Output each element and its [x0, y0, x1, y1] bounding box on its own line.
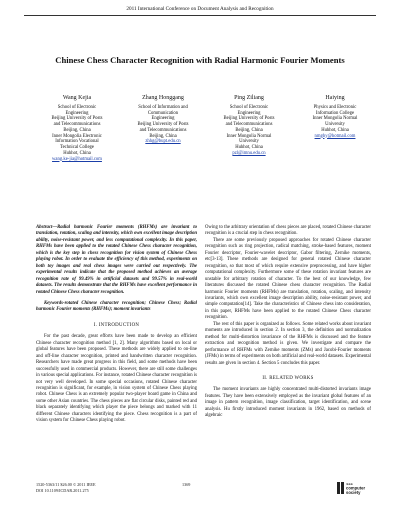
affiliation-line: Engineering [65, 110, 89, 116]
affiliation-line: Beijing, China [235, 127, 263, 133]
page-number: 1369 [182, 482, 191, 487]
section-heading-related-works: II. RELATED WORKS [262, 375, 314, 381]
affiliation-line: Engineering [151, 116, 175, 122]
affiliation-line: Beijing University of Posts [137, 122, 189, 127]
affiliation-line: and Telecommunications [139, 127, 187, 133]
affiliation-line: School of Electronic [57, 104, 97, 110]
affiliation-line: University [325, 122, 345, 127]
logo-text: IEEE [346, 482, 353, 486]
logo-text: society [346, 490, 361, 495]
conference-header: 2011 International Conference on Document Analysis and Recognition [126, 6, 274, 12]
author-email-link[interactable]: zhhg@bupt.edu.cn [145, 139, 181, 145]
affiliation-line: University [239, 139, 259, 145]
paper-title: Chinese Chess Character Recognition with Radial Harmonic Fourier Moments [55, 55, 345, 65]
author-name: Zhang Honggang [142, 95, 184, 101]
intro-paragraph: There are some previously proposed approaches for rotated Chinese character recognition such as ring projection, radical matching, stroke-based features, moment Fourier descriptor, Fourier-wavelet descriptor, Gabor filtering, Zernike moments, etc[3-13]. These methods are designed for general rotated Chinese character recognition, so that most of which require extensive preprocessing, and have higher computational complexity. Furthermore some of these rotation invariant features are unstable for arbitrary rotation of character. To the best of our knowledge, few literatures discussed the rotated Chinese chess character recognition. The Radial harmonic Fourier moments (RHFMs) are translation, rotation, scaling, and intensity invariants, which own excellent image description ability, noise-resistant power, and simple computation[14]. Take the characteristics of Chinese chess into consideration, in this paper, RHFMs have been applied to the rotated Chinese Chess character recognition. [205, 237, 371, 321]
affiliation-line: Beijing, China [149, 133, 177, 139]
affiliation-line: Beijing University of Posts [223, 116, 275, 122]
section-heading-introduction: I. INTRODUCTION [93, 322, 140, 328]
page-footer [36, 482, 371, 504]
author-email-link[interactable]: wang.ke-jia@hotmail.com [52, 156, 102, 162]
author-name: Haiying [325, 95, 345, 101]
right-column [205, 225, 371, 420]
abstract-label: Abstract [36, 225, 53, 230]
affiliation-line: Huhhot, China [235, 145, 263, 150]
affiliation-line: Engineering [237, 110, 261, 116]
intro-paragraph-cont: Owing to the arbitrary orientation of chess pieces are placed, rotated Chinese character recognition is a crucial step in chess recognition. [205, 225, 371, 237]
logo-text: computer [346, 485, 366, 491]
affiliation-line: and Telecommunications [225, 122, 273, 127]
author-2 [122, 96, 204, 162]
keywords: Keywords-rotated Chinese character recognition; Chinese Chess; Radial harmonic Fourier moments (RHFMs); moment invariants [36, 300, 197, 313]
affiliation-line: Information Vocational [55, 139, 99, 145]
affiliation-line: Information College [315, 110, 355, 116]
left-column [36, 225, 197, 425]
abstract-text: —Radial harmonic Fourier moments (RHFMs) are invariant to translation, rotation, scaling and intensity, which own excellent image description ability, noise-resistant power, and less computational complexity. In this paper, RHFMs have been applied to the rotated Chinese Chess character recognition, which is the key step in chess recognition for vision system of Chinese Chess playing robot. In order to evaluate the efficiency of this method, experiments on both toy images and real chess images were carried out respectively. The experimental results indicate that the proposed method achieves an average recognition rate of 99.49% in artificial datasets and 99.57% in real-world datasets. The results demonstrate that the RHFMs have excellent performance in rotated Chinese Chess character recognition. [36, 225, 197, 295]
affiliation-line: Inner Mongolia Normal [226, 133, 272, 139]
affiliation-line: School of Information and [138, 104, 188, 110]
affiliation-line: Technical College [60, 145, 94, 150]
affiliation-line: School of Electronic [229, 104, 269, 110]
affiliation-line: Beijing, China [63, 127, 91, 133]
affiliation-line: Inner Mongolia Electronic [52, 133, 102, 139]
author-email-link[interactable]: pzl@imnu.edu.cn [232, 150, 266, 156]
author-3 [208, 96, 290, 162]
intro-paragraph: The rest of this paper is organized as follows. Some related works about invariant moments are introduced in section 2. In section 3, the definition and normalization method for multi-distortion invariance of the RHFMs is discussed and the feature extraction and recognition method is given. We investigate and compare the performance of RHFMs with Zernike moments (ZMs) and Jacobi-Fourier moments (JFMs) in terms of experiments on both artificial and real-world datasets. Experimental results are given in section 4. Section 5 concludes this paper. [205, 321, 371, 366]
author-block [36, 96, 376, 162]
author-name: Wang Kejia [62, 95, 92, 101]
author-4 [294, 96, 376, 162]
isbn-block [36, 482, 96, 493]
affiliation-line: Huhhot, China [63, 150, 91, 156]
ieee-computer-society-logo [337, 480, 371, 496]
affiliation-line: and Telecommunications [53, 122, 101, 127]
affiliation-line: Huhhot, China [321, 127, 349, 133]
related-works-paragraph: The moment invariants are highly concentrated multi-distorted invariants image features. They have been extensively employed as the invariant global features of an image in pattern recognition, image classification, target identification, and scene analysis. Hu firstly introduced moment invariants in 1962, based on methods of algebraic [205, 387, 371, 419]
affiliation-line: Communication [147, 110, 179, 116]
affiliation-line: Physics and Electronic [313, 104, 357, 110]
intro-paragraph: For the past decade, great efforts have been made to develop an efficient Chinese character recognition method [1, 2]. Many algorithms based on local or global features have been proposed. These methods are widely applied to on-line and off-line character recognition, printed and handwritten character recognition. Researchers have made great progress in this field, and some methods have been successfully used in commercial products. However, there are still some challenges in various special applications. For instance, rotated Chinese character recognition is not very well developed. In some special occasions, rotated Chinese character recognition is significant, for example, in vision system of Chinese Chess playing robot. Chinese Chess is an extremely popular two-player board game in China and some other Asian countries. The chess pieces are flat circular disks, painted red and black separately identifying which player the piece belongs and marked with 11 different Chinese characters identifying the piece. Chess recognition is a part of vision system for Chinese Chess playing robot. [36, 334, 197, 424]
affiliation-line: Beijing University of Posts [51, 116, 103, 122]
header-rule [24, 15, 376, 16]
affiliation-line: Inner Mongolia Normal [312, 116, 358, 122]
author-name: Ping Ziliang [234, 95, 264, 101]
author-email-link[interactable]: nmghy@hotmail.com [314, 133, 356, 139]
abstract [36, 225, 197, 296]
author-1 [36, 96, 118, 162]
isbn-line: 1520-5363/11 $26.00 © 2011 IEEE [36, 482, 96, 487]
doi-line: DOI 10.1109/ICDAR.2011.275 [36, 487, 89, 493]
